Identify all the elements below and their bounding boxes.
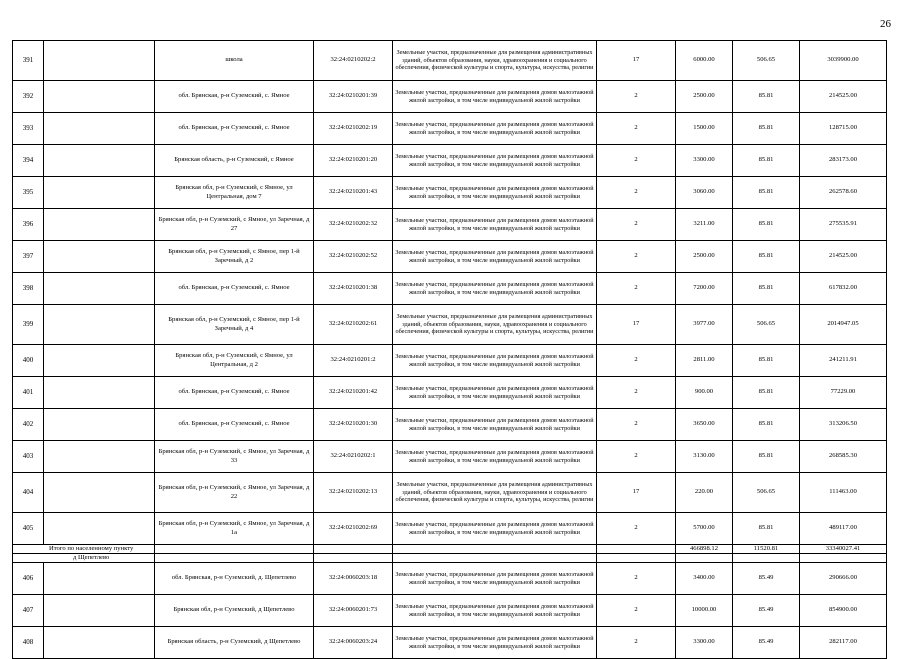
row-land-purpose: Земельные участки, предназначенные для размещения домов малоэтажной жилой застройки, в том числе индивидуальной жилой застройки — [393, 377, 597, 409]
row-cadastral-number: 32:24:0060203:18 — [314, 563, 393, 595]
row-land-purpose: Земельные участки, предназначенные для размещения домов малоэтажной жилой застройки, в том числе индивидуальной жилой застройки — [393, 113, 597, 145]
table-row — [13, 345, 887, 377]
empty-cell — [44, 273, 155, 305]
row-number: 399 — [13, 305, 44, 345]
row-number: 407 — [13, 595, 44, 627]
row-land-purpose: Земельные участки, предназначенные для размещения домов малоэтажной жилой застройки, в том числе индивидуальной жилой застройки — [393, 441, 597, 473]
row-number: 392 — [13, 81, 44, 113]
row-cadastral-value: 617832.00 — [800, 273, 887, 305]
row-cadastral-number: 32:24:0210201:2 — [314, 345, 393, 377]
row-number: 406 — [13, 563, 44, 595]
table-row — [13, 41, 887, 81]
row-cadastral-number: 32:24:0060201:73 — [314, 595, 393, 627]
row-area: 3977.00 — [676, 305, 733, 345]
total-rate: 11520.81 — [733, 545, 800, 554]
row-area: 3650.00 — [676, 409, 733, 441]
row-cadastral-number: 32:24:0210202:69 — [314, 513, 393, 545]
row-group-code: 2 — [597, 563, 676, 595]
table-body-b — [13, 563, 887, 659]
row-cadastral-number: 32:24:0210201:38 — [314, 273, 393, 305]
row-rate: 85.81 — [733, 81, 800, 113]
row-land-purpose: Земельные участки, предназначенные для размещения административных зданий, объектов образования, науки, здравоохранения и социального обеспечения, физической культуры и спорта, культуры, искусства, религии — [393, 473, 597, 513]
row-cadastral-value: 128715.00 — [800, 113, 887, 145]
table-row — [13, 473, 887, 513]
row-number: 402 — [13, 409, 44, 441]
row-cadastral-value: 282117.00 — [800, 627, 887, 659]
row-rate: 85.81 — [733, 145, 800, 177]
total-label: Итого по населенному пункту — [13, 545, 155, 554]
row-address: Брянская обл, р-н Суземский, с Ямное, ул Заречная, д 1а — [155, 513, 314, 545]
empty-cell — [44, 113, 155, 145]
row-cadastral-number: 32:24:0060203:24 — [314, 627, 393, 659]
row-number: 408 — [13, 627, 44, 659]
row-group-code: 2 — [597, 113, 676, 145]
row-rate: 85.81 — [733, 241, 800, 273]
empty-cell — [44, 209, 155, 241]
row-land-purpose: Земельные участки, предназначенные для размещения домов малоэтажной жилой застройки, в том числе индивидуальной жилой застройки — [393, 409, 597, 441]
row-cadastral-value: 77229.00 — [800, 377, 887, 409]
row-cadastral-number: 32:24:0210201:43 — [314, 177, 393, 209]
row-rate: 506.65 — [733, 41, 800, 81]
row-address: обл. Брянская, р-н Суземский, д. Щепетлево — [155, 563, 314, 595]
row-land-purpose: Земельные участки, предназначенные для размещения домов малоэтажной жилой застройки, в том числе индивидуальной жилой застройки — [393, 145, 597, 177]
row-address: Брянская обл, р-н Суземский, с Ямное, ул Заречная, д 27 — [155, 209, 314, 241]
row-area: 3060.00 — [676, 177, 733, 209]
row-rate: 506.65 — [733, 305, 800, 345]
row-land-purpose: Земельные участки, предназначенные для размещения административных зданий, объектов образования, науки, здравоохранения и социального обеспечения, физической культуры и спорта, культуры, искусства, религии — [393, 305, 597, 345]
row-land-purpose: Земельные участки, предназначенные для размещения домов малоэтажной жилой застройки, в том числе индивидуальной жилой застройки — [393, 209, 597, 241]
row-address: школа — [155, 41, 314, 81]
row-number: 396 — [13, 209, 44, 241]
row-number: 401 — [13, 377, 44, 409]
table-row — [13, 563, 887, 595]
empty-cell — [44, 441, 155, 473]
row-rate: 85.81 — [733, 177, 800, 209]
empty-cell — [44, 473, 155, 513]
row-group-code: 2 — [597, 409, 676, 441]
row-cadastral-value: 854900.00 — [800, 595, 887, 627]
row-area: 220.00 — [676, 473, 733, 513]
row-address: Брянская обл, р-н Суземский, с Ямное, ул Заречная, д 33 — [155, 441, 314, 473]
row-group-code: 2 — [597, 627, 676, 659]
row-rate: 85.81 — [733, 209, 800, 241]
row-area: 6000.00 — [676, 41, 733, 81]
row-cadastral-value: 283173.00 — [800, 145, 887, 177]
row-address: Брянская обл, р-н Суземский, с Ямное, пер 1-й Заречный, д 2 — [155, 241, 314, 273]
row-cadastral-number: 32:24:0210201:30 — [314, 409, 393, 441]
row-area: 2500.00 — [676, 81, 733, 113]
table-body-a — [13, 41, 887, 545]
row-group-code: 2 — [597, 345, 676, 377]
row-group-code: 2 — [597, 81, 676, 113]
row-number: 394 — [13, 145, 44, 177]
row-cadastral-value: 268585.30 — [800, 441, 887, 473]
row-address: обл. Брянская, р-н Суземский, с. Ямное — [155, 113, 314, 145]
row-area: 2500.00 — [676, 241, 733, 273]
row-number: 405 — [13, 513, 44, 545]
row-cadastral-value: 214525.00 — [800, 81, 887, 113]
table-row — [13, 513, 887, 545]
table-row — [13, 409, 887, 441]
row-cadastral-number: 32:24:0210202:19 — [314, 113, 393, 145]
row-rate: 85.81 — [733, 113, 800, 145]
row-area: 7200.00 — [676, 273, 733, 305]
row-address: обл. Брянская, р-н Суземский, с. Ямное — [155, 377, 314, 409]
row-address: обл. Брянская, р-н Суземский, с. Ямное — [155, 81, 314, 113]
row-rate: 85.49 — [733, 563, 800, 595]
row-area: 1500.00 — [676, 113, 733, 145]
row-group-code: 2 — [597, 513, 676, 545]
row-rate: 85.81 — [733, 273, 800, 305]
table-total-section — [13, 545, 887, 563]
row-rate: 506.65 — [733, 473, 800, 513]
row-land-purpose: Земельные участки, предназначенные для размещения домов малоэтажной жилой застройки, в том числе индивидуальной жилой застройки — [393, 273, 597, 305]
row-area: 3130.00 — [676, 441, 733, 473]
row-rate: 85.49 — [733, 595, 800, 627]
row-address: Брянская обл, р-н Суземский, с Ямное, ул Заречная, д 22 — [155, 473, 314, 513]
empty-cell — [44, 345, 155, 377]
row-land-purpose: Земельные участки, предназначенные для размещения административных зданий, объектов образования, науки, здравоохранения и социального обеспечения, физической культуры и спорта, культуры, искусства, религии — [393, 41, 597, 81]
row-area: 3400.00 — [676, 563, 733, 595]
total-value: 33340027.41 — [800, 545, 887, 554]
row-land-purpose: Земельные участки, предназначенные для размещения домов малоэтажной жилой застройки, в том числе индивидуальной жилой застройки — [393, 563, 597, 595]
table-row — [13, 209, 887, 241]
row-group-code: 17 — [597, 305, 676, 345]
row-address: Брянская область, р-н Суземский, с Ямное — [155, 145, 314, 177]
row-group-code: 2 — [597, 145, 676, 177]
row-address: обл. Брянская, р-н Суземский, с. Ямное — [155, 409, 314, 441]
settlement-name: д Щепетлево — [13, 554, 155, 563]
row-number: 403 — [13, 441, 44, 473]
table-row — [13, 441, 887, 473]
row-cadastral-number: 32:24:0210202:13 — [314, 473, 393, 513]
row-land-purpose: Земельные участки, предназначенные для размещения домов малоэтажной жилой застройки, в том числе индивидуальной жилой застройки — [393, 627, 597, 659]
table-row — [13, 305, 887, 345]
row-area: 5700.00 — [676, 513, 733, 545]
table-row — [13, 627, 887, 659]
row-group-code: 2 — [597, 177, 676, 209]
empty-cell — [44, 513, 155, 545]
row-group-code: 2 — [597, 377, 676, 409]
table-row — [13, 81, 887, 113]
row-cadastral-value: 111463.00 — [800, 473, 887, 513]
row-rate: 85.81 — [733, 513, 800, 545]
empty-cell — [44, 627, 155, 659]
row-cadastral-value: 262578.60 — [800, 177, 887, 209]
empty-cell — [44, 563, 155, 595]
row-rate: 85.81 — [733, 441, 800, 473]
row-group-code: 2 — [597, 595, 676, 627]
page-number: 26 — [880, 18, 891, 30]
row-group-code: 17 — [597, 473, 676, 513]
row-address: Брянская обл, р-н Суземский, с Ямное, пер 1-й Заречный, д 4 — [155, 305, 314, 345]
table-row — [13, 595, 887, 627]
row-cadastral-value: 214525.00 — [800, 241, 887, 273]
row-rate: 85.49 — [733, 627, 800, 659]
row-land-purpose: Земельные участки, предназначенные для размещения домов малоэтажной жилой застройки, в том числе индивидуальной жилой застройки — [393, 513, 597, 545]
row-number: 395 — [13, 177, 44, 209]
row-land-purpose: Земельные участки, предназначенные для размещения домов малоэтажной жилой застройки, в том числе индивидуальной жилой застройки — [393, 177, 597, 209]
empty-cell — [44, 177, 155, 209]
row-area: 10000.00 — [676, 595, 733, 627]
empty-cell — [44, 81, 155, 113]
table-row — [13, 241, 887, 273]
row-number: 400 — [13, 345, 44, 377]
table-row — [13, 177, 887, 209]
row-area: 3211.00 — [676, 209, 733, 241]
row-group-code: 2 — [597, 441, 676, 473]
row-land-purpose: Земельные участки, предназначенные для размещения домов малоэтажной жилой застройки, в том числе индивидуальной жилой застройки — [393, 595, 597, 627]
row-address: Брянская обл, р-н Суземский, с Ямное, ул Центральная, дом 7 — [155, 177, 314, 209]
row-cadastral-value: 489117.00 — [800, 513, 887, 545]
row-area: 3300.00 — [676, 145, 733, 177]
row-area: 900.00 — [676, 377, 733, 409]
empty-cell — [44, 305, 155, 345]
row-number: 393 — [13, 113, 44, 145]
row-group-code: 2 — [597, 273, 676, 305]
table-row — [13, 145, 887, 177]
row-group-code: 2 — [597, 241, 676, 273]
row-rate: 85.81 — [733, 377, 800, 409]
row-cadastral-number: 32:24:0210201:39 — [314, 81, 393, 113]
row-address: Брянская область, р-н Суземский, д Щепетлево — [155, 627, 314, 659]
empty-cell — [44, 377, 155, 409]
row-rate: 85.81 — [733, 345, 800, 377]
row-cadastral-value: 2014947.05 — [800, 305, 887, 345]
row-number: 397 — [13, 241, 44, 273]
empty-cell — [44, 145, 155, 177]
row-area: 3300.00 — [676, 627, 733, 659]
row-number: 404 — [13, 473, 44, 513]
row-area: 2811.00 — [676, 345, 733, 377]
table-row — [13, 273, 887, 305]
row-cadastral-value: 241211.91 — [800, 345, 887, 377]
empty-cell — [44, 241, 155, 273]
row-cadastral-value: 275535.91 — [800, 209, 887, 241]
row-land-purpose: Земельные участки, предназначенные для размещения домов малоэтажной жилой застройки, в том числе индивидуальной жилой застройки — [393, 241, 597, 273]
row-cadastral-number: 32:24:0210201:42 — [314, 377, 393, 409]
row-cadastral-value: 3039900.00 — [800, 41, 887, 81]
row-land-purpose: Земельные участки, предназначенные для размещения домов малоэтажной жилой застройки, в том числе индивидуальной жилой застройки — [393, 81, 597, 113]
row-address: обл. Брянская, р-н Суземский, с. Ямное — [155, 273, 314, 305]
row-cadastral-number: 32:24:0210202:32 — [314, 209, 393, 241]
empty-cell — [44, 41, 155, 81]
row-rate: 85.81 — [733, 409, 800, 441]
total-area: 466898.12 — [676, 545, 733, 554]
row-cadastral-number: 32:24:0210202:1 — [314, 441, 393, 473]
row-land-purpose: Земельные участки, предназначенные для размещения домов малоэтажной жилой застройки, в том числе индивидуальной жилой застройки — [393, 345, 597, 377]
row-number: 391 — [13, 41, 44, 81]
row-cadastral-number: 32:24:0210202:2 — [314, 41, 393, 81]
row-cadastral-number: 32:24:0210201:20 — [314, 145, 393, 177]
settlement-row — [13, 554, 887, 563]
row-number: 398 — [13, 273, 44, 305]
empty-cell — [44, 409, 155, 441]
empty-cell — [44, 595, 155, 627]
land-register-table — [12, 40, 887, 659]
table-row — [13, 377, 887, 409]
table-row — [13, 113, 887, 145]
row-cadastral-value: 313206.50 — [800, 409, 887, 441]
row-address: Брянская обл, р-н Суземский, с Ямное, ул Центральная, д 2 — [155, 345, 314, 377]
row-cadastral-value: 290666.00 — [800, 563, 887, 595]
row-group-code: 2 — [597, 209, 676, 241]
row-cadastral-number: 32:24:0210202:61 — [314, 305, 393, 345]
row-cadastral-number: 32:24:0210202:52 — [314, 241, 393, 273]
row-address: Брянская обл, р-н Суземский, д Щепетлево — [155, 595, 314, 627]
row-group-code: 17 — [597, 41, 676, 81]
total-row — [13, 545, 887, 554]
